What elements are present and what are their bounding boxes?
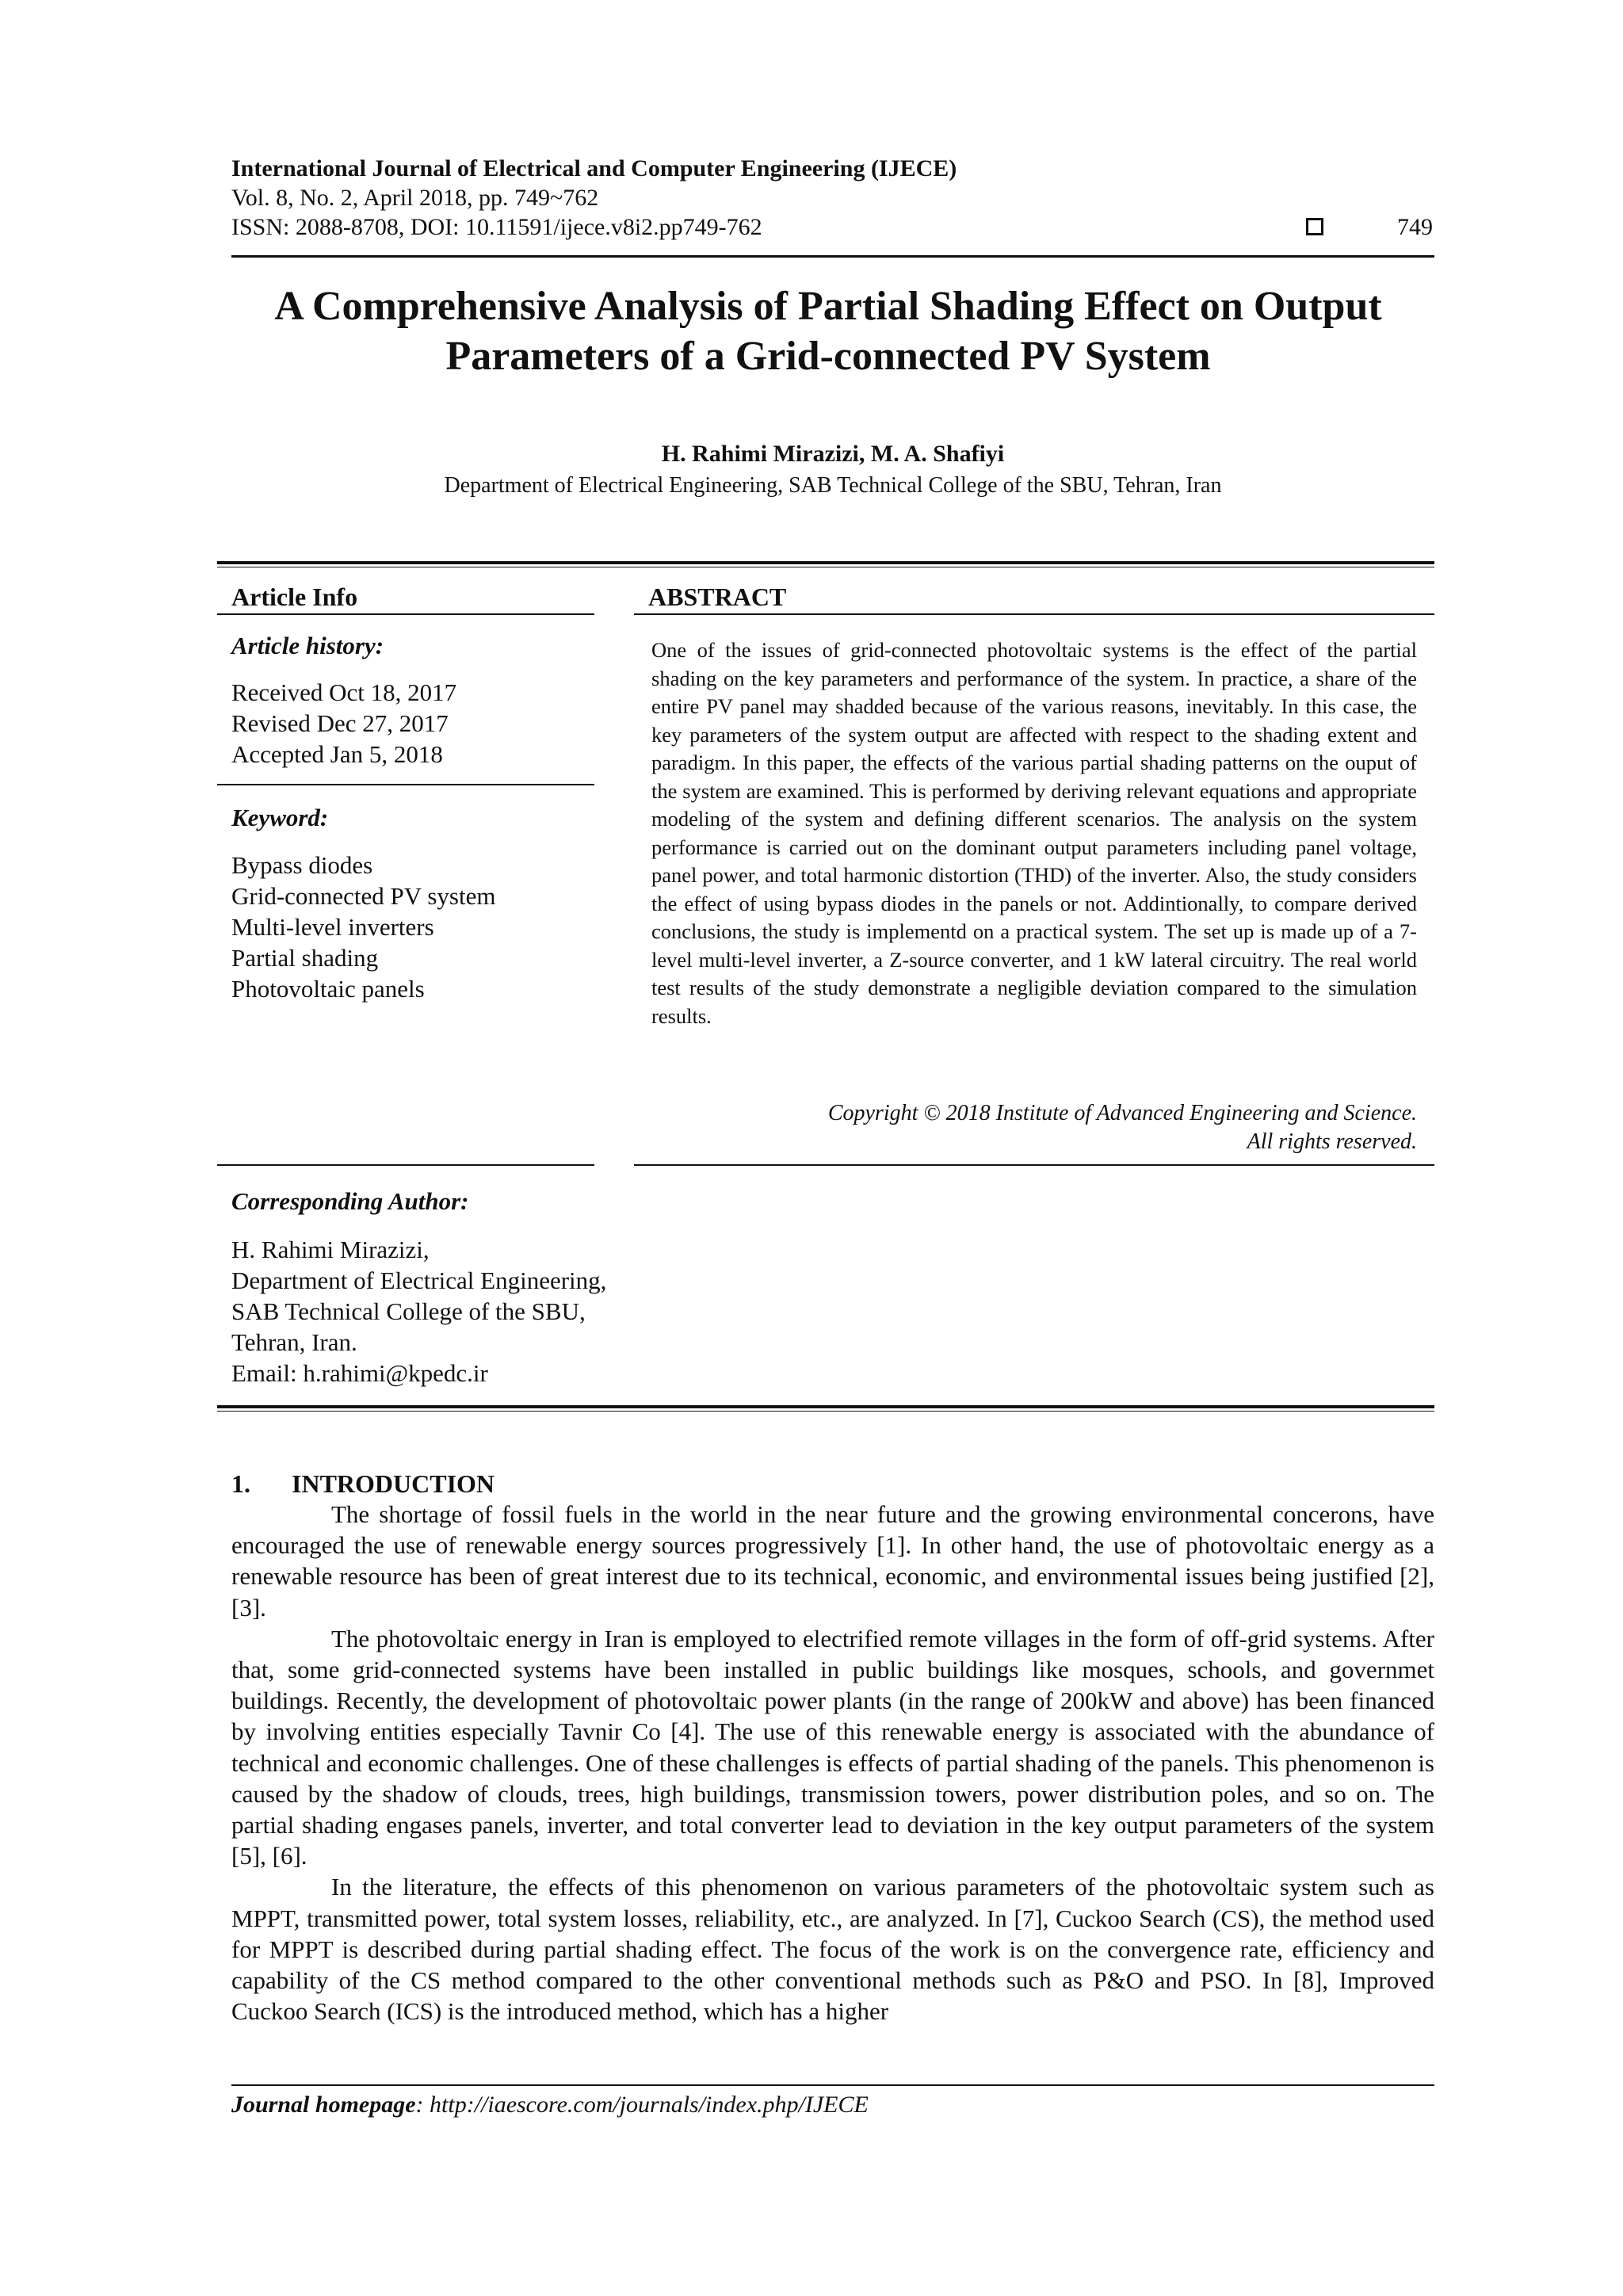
keyword-item: Bypass diodes xyxy=(231,851,373,879)
corresponding-line: Tehran, Iran. xyxy=(231,1328,357,1356)
title-line-2: Parameters of a Grid-connected PV System xyxy=(445,334,1211,379)
corresponding-line: SAB Technical College of the SBU, xyxy=(231,1297,586,1325)
abstract-bottom-rule xyxy=(634,1164,1434,1166)
frame-bottom-rule-inner xyxy=(217,1411,1434,1412)
introduction-body xyxy=(231,1499,1434,2027)
title-line-1: A Comprehensive Analysis of Partial Shading Effect on Output xyxy=(274,284,1382,329)
square-icon xyxy=(1306,218,1323,235)
corresponding-email: Email: h.rahimi@kpedc.ir xyxy=(231,1359,488,1387)
copyright-line-2: All rights reserved. xyxy=(1247,1129,1417,1154)
keyword-item: Partial shading xyxy=(231,944,379,972)
journal-issn: ISSN: 2088-8708, DOI: 10.11591/ijece.v8i2.pp749-762 xyxy=(231,214,762,240)
paragraph: The photovoltaic energy in Iran is employed to electrified remote villages in the form of off-grid systems. After that, some grid-connected systems have been installed in public buildings like mosques, schools, and governmet buildings. Recently, the development of photovoltaic power plants (in the range of 200kW and above) has been financed by involving entities especially Tavnir Co [4]. The use of this renewable energy is associated with the abundance of technical and economic challenges. One of these challenges is effects of partial shading of the panels. This phenomenon is caused by the shadow of clouds, trees, high buildings, transmission towers, power distribution poles, and so on. The partial shading engases panels, inverter, and total converter lead to deviation in the key output parameters of the system [5], [6]. xyxy=(231,1624,1434,1870)
keyword-item: Multi-level inverters xyxy=(231,913,434,941)
homepage-url[interactable]: http://iaescore.com/journals/index.php/IJECE xyxy=(430,2092,869,2118)
section-title: INTRODUCTION xyxy=(292,1469,495,1498)
keyword-item: Photovoltaic panels xyxy=(231,975,425,1003)
corresponding-line: Department of Electrical Engineering, xyxy=(231,1266,607,1294)
paragraph: In the literature, the effects of this phenomenon on various parameters of the photovoltaic system such as MPPT, transmitted power, total system losses, reliability, etc., are analyzed. In [7], Cuckoo Search (CS), the method used for MPPT is described during partial shading effect. The focus of the work is on the convergence rate, efficiency and capability of the CS method compared to the other conventional methods such as P&O and PSO. In [8], Improved Cuckoo Search (ICS) is the introduced method, which has a higher xyxy=(231,1873,1434,2026)
authors: H. Rahimi Mirazizi, M. A. Shafiyi xyxy=(661,441,1005,467)
history-accepted: Accepted Jan 5, 2018 xyxy=(231,740,443,768)
copyright xyxy=(651,1099,1417,1156)
copyright-line-1: Copyright © 2018 Institute of Advanced Engineering and Science. xyxy=(827,1101,1417,1125)
corresponding-label: Corresponding Author: xyxy=(231,1187,469,1215)
history-revised: Revised Dec 27, 2017 xyxy=(231,709,449,737)
article-info-rule xyxy=(217,613,594,615)
history-received: Received Oct 18, 2017 xyxy=(231,678,457,706)
page-number: 749 xyxy=(1397,214,1433,240)
journal-name: International Journal of Electrical and Computer Engineering (IJECE) xyxy=(231,155,957,181)
abstract-heading: ABSTRACT xyxy=(648,583,787,611)
info-bottom-rule xyxy=(217,1164,594,1166)
journal-volume: Vol. 8, No. 2, April 2018, pp. 749~762 xyxy=(231,185,599,211)
header-rule xyxy=(231,255,1434,258)
homepage-label: Journal homepage xyxy=(231,2092,416,2118)
history-label: Article history: xyxy=(231,632,384,659)
abstract-text: One of the issues of grid-connected photovoltaic systems is the effect of the partial shading on the key parameters and performance of the system. In practice, a share of the entire PV panel may shadded because of the various reasons, inevitably. In this case, the key parameters of the system output are affected with respect to the shading extent and paradigm. In this paper, the effects of the various partial shading patterns on the ouput of the system are examined. This is performed by deriving relevant equations and appropriate modeling of the system and defining different scenarios. The analysis on the system performance is carried out on the dominant output parameters including panel voltage, panel power, and total harmonic distortion (THD) of the inverter. Also, the study considers the effect of using bypass diodes in the panels or not. Addintionally, to compare derived conclusions, the study is implementd on a practical system. The set up is made up of a 7-level multi-level inverter, a Z-source converter, and 1 kW lateral circuitry. The real world test results of the study demonstrate a negligible deviation compared to the simulation results. xyxy=(651,638,1417,1028)
abstract-rule xyxy=(634,613,1434,615)
section-number: 1. xyxy=(231,1469,250,1498)
paper-title xyxy=(182,281,1474,381)
article-info-heading: Article Info xyxy=(231,583,358,611)
footer: Journal homepage: http://iaescore.com/journals/index.php/IJECE xyxy=(231,2092,869,2118)
affiliation: Department of Electrical Engineering, SAB Technical College of the SBU, Tehran, Iran xyxy=(444,473,1222,498)
footer-rule xyxy=(231,2084,1434,2086)
section-heading xyxy=(231,1469,495,1499)
abstract-body xyxy=(651,636,1417,1030)
keyword-label: Keyword: xyxy=(231,804,329,831)
keyword-item: Grid-connected PV system xyxy=(231,882,496,910)
corresponding-line: H. Rahimi Mirazizi, xyxy=(231,1236,430,1263)
history-rule xyxy=(217,784,594,785)
frame-bottom-rule xyxy=(217,1405,1434,1408)
paragraph: The shortage of fossil fuels in the world in the near future and the growing environmental concerons, have encouraged the use of renewable energy sources progressively [1]. In other hand, the use of photovoltaic energy as a renewable resource has been of great interest due to its technical, economic, and environmental issues being justified [2], [3]. xyxy=(231,1500,1434,1622)
frame-top-rule xyxy=(217,561,1434,564)
